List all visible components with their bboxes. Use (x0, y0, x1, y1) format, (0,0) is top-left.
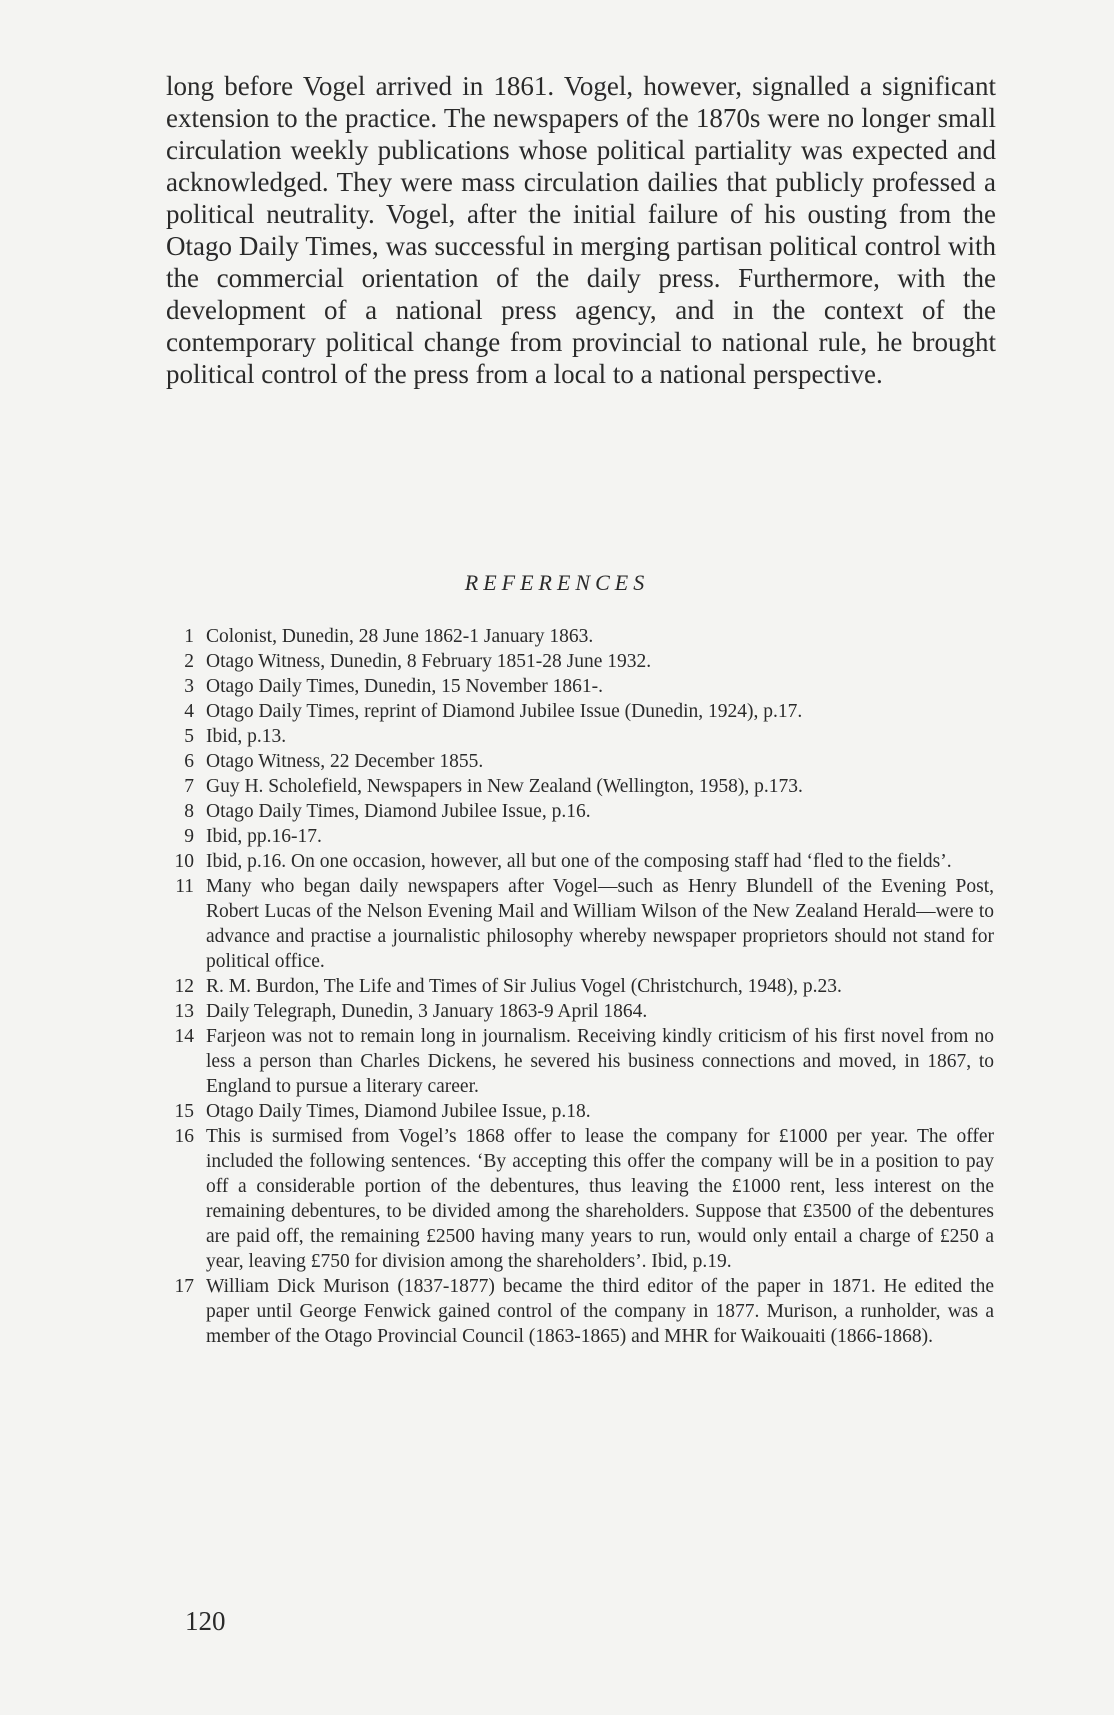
reference-number: 14 (174, 1026, 194, 1047)
reference-number: 11 (175, 876, 194, 897)
reference-item (166, 999, 994, 1024)
reference-number: 13 (174, 1001, 194, 1022)
reference-number: 6 (184, 751, 194, 772)
reference-number: 1 (184, 626, 194, 647)
reference-item (166, 1024, 994, 1099)
reference-item (166, 699, 994, 724)
reference-text: Otago Daily Times, reprint of Diamond Jubilee Issue (Dunedin, 1924), p.17. (206, 701, 803, 722)
reference-item (166, 824, 994, 849)
reference-number: 5 (184, 726, 194, 747)
reference-number: 8 (184, 801, 194, 822)
reference-text: Otago Witness, 22 December 1855. (206, 751, 484, 772)
reference-item (166, 1274, 994, 1349)
reference-number: 12 (174, 976, 194, 997)
reference-item (166, 624, 994, 649)
reference-text: Ibid, pp.16-17. (206, 826, 322, 847)
reference-text: Ibid, p.13. (206, 726, 287, 747)
reference-text: Many who began daily newspapers after Vogel—such as Henry Blundell of the Evening Post, Robert Lucas of the Nelson Evening Mail and William Wilson of the New Zealand Herald—were to advance and practise a journalistic philosophy whereby newspaper proprietors should not stand for political office. (206, 876, 994, 972)
reference-text: This is surmised from Vogel’s 1868 offer to lease the company for £1000 per year. The offer included the following sentences. ‘By accepting this offer the company will be in a position to pay off a considerable portion of the debentures, thus leaving the £1000 rent, less interest on the remaining debentures, to be divided among the shareholders. Suppose that £3500 of the debentures are paid off, the remaining £2500 having many years to run, would only entail a charge of £250 a year, leaving £750 for division among the shareholders’. Ibid, p.19. (206, 1126, 994, 1272)
references-list (166, 624, 994, 1349)
reference-number: 15 (174, 1101, 194, 1122)
reference-item (166, 649, 994, 674)
reference-number: 2 (184, 651, 194, 672)
reference-item (166, 974, 994, 999)
reference-text: Colonist, Dunedin, 28 June 1862-1 January 1863. (206, 626, 594, 647)
page-number: 120 (185, 1606, 226, 1636)
reference-text: Guy H. Scholefield, Newspapers in New Zealand (Wellington, 1958), p.173. (206, 776, 803, 797)
reference-text: Farjeon was not to remain long in journalism. Receiving kindly criticism of his first novel from no less a person than Charles Dickens, he severed his business connections and moved, in 1867, to England to pursue a literary career. (206, 1026, 994, 1097)
reference-number: 9 (184, 826, 194, 847)
reference-text: William Dick Murison (1837-1877) became the third editor of the paper in 1871. He edited the paper until George Fenwick gained control of the company in 1877. Murison, a runholder, was a member of the Otago Provincial Council (1863-1865) and MHR for Waikouaiti (1866-1868). (206, 1276, 994, 1347)
reference-item (166, 849, 994, 874)
reference-number: 17 (174, 1276, 194, 1297)
reference-number: 3 (184, 676, 194, 697)
reference-item (166, 1099, 994, 1124)
reference-text: Daily Telegraph, Dunedin, 3 January 1863-9 April 1864. (206, 1001, 648, 1022)
reference-number: 10 (174, 851, 194, 872)
reference-text: Otago Daily Times, Dunedin, 15 November 1861-. (206, 676, 604, 697)
reference-number: 4 (184, 701, 194, 722)
reference-item (166, 674, 994, 699)
reference-text: Otago Witness, Dunedin, 8 February 1851-28 June 1932. (206, 651, 652, 672)
reference-item (166, 774, 994, 799)
reference-number: 16 (174, 1126, 194, 1147)
reference-item (166, 749, 994, 774)
reference-item (166, 724, 994, 749)
reference-text: Ibid, p.16. On one occasion, however, all but one of the composing staff had ‘fled to the fields’. (206, 851, 952, 872)
reference-text: Otago Daily Times, Diamond Jubilee Issue, p.16. (206, 801, 591, 822)
reference-text: Otago Daily Times, Diamond Jubilee Issue, p.18. (206, 1101, 591, 1122)
body-paragraph: long before Vogel arrived in 1861. Vogel, however, signalled a significant extension to the practice. The newspapers of the 1870s were no longer small circulation weekly publications whose political partiality was expected and acknowledged. They were mass circulation dailies that publicly professed a political neutrality. Vogel, after the initial failure of his ousting from the Otago Daily Times, was successful in merging partisan political control with the commercial orientation of the daily press. Furthermore, with the development of a national press agency, and in the context of the contemporary political change from provincial to national rule, he brought political control of the press from a local to a national perspective. (166, 71, 996, 389)
reference-item (166, 874, 994, 974)
reference-text: R. M. Burdon, The Life and Times of Sir Julius Vogel (Christchurch, 1948), p.23. (206, 976, 842, 997)
reference-item (166, 799, 994, 824)
reference-number: 7 (184, 776, 194, 797)
reference-item (166, 1124, 994, 1274)
references-heading: REFERENCES (464, 570, 650, 595)
